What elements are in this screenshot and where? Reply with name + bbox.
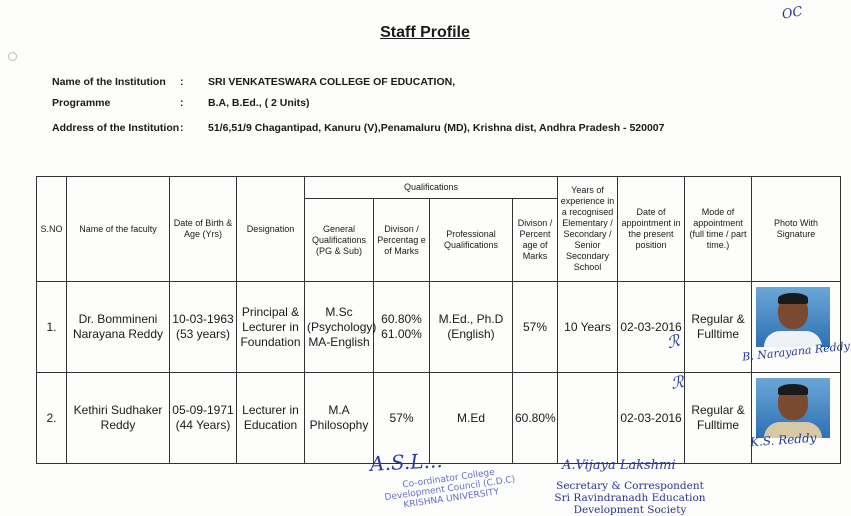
address-value: 51/6,51/9 Chagantipad, Kanuru (V),Penamaluru (MD), Krishna dist, Andhra Pradesh - 520007	[208, 122, 665, 134]
programme-row	[52, 97, 310, 109]
header-photo: Photo With Signature	[752, 177, 841, 282]
society-name-line1: Sri Ravindranadh Education	[554, 492, 706, 504]
cell-general-qualification: M.A Philosophy	[305, 373, 374, 464]
header-dob: Date of Birth & Age (Yrs)	[170, 177, 237, 282]
society-name-line2: Development Society	[573, 504, 687, 516]
cell-appointment-mode	[669, 372, 752, 464]
colon: :	[180, 76, 184, 88]
programme-label: Programme	[52, 97, 111, 109]
cell-appointment-date: 02-03-2016	[618, 282, 685, 373]
programme-value: B.A, B.Ed., ( 2 Units)	[208, 97, 310, 109]
header-professional-qualifications: Professional Qualifications	[430, 199, 513, 282]
cell-sno: 1.	[37, 282, 67, 373]
cell-general-qualification: M.Sc (Psychology) MA-English	[305, 282, 374, 373]
cell-photo	[741, 282, 851, 373]
appointment-mode-text: Regular & Fulltime	[691, 403, 745, 432]
header-qualifications: Qualifications	[305, 177, 558, 199]
colon: :	[180, 122, 184, 134]
address-label: Address of the Institution	[52, 122, 180, 134]
address-row	[52, 122, 664, 134]
header-appointment-date: Date of appointment in the present position	[618, 177, 685, 282]
header-general-qualifications: General Qualifications (PG & Sub)	[305, 199, 374, 282]
table-row	[37, 282, 841, 373]
corner-handwritten-mark: OC	[780, 4, 804, 23]
punch-hole-mark	[8, 52, 17, 61]
institution-name-row	[52, 76, 455, 88]
photo-signature: K.S. Reddy	[749, 430, 817, 450]
handwritten-signature-mark: ℛ	[669, 372, 686, 393]
header-designation: Designation	[237, 177, 305, 282]
cell-designation: Principal & Lecturer in Foundation	[237, 282, 305, 373]
coordinator-signature: A.S.L...	[369, 448, 444, 476]
cell-professional-qualification: M.Ed., Ph.D (English)	[430, 282, 513, 373]
cell-division-2: 57%	[513, 282, 558, 373]
cell-designation: Lecturer in Education	[237, 373, 305, 464]
staff-profile-table	[36, 176, 851, 464]
faculty-photo	[756, 287, 830, 347]
cell-sno: 2.	[37, 373, 67, 464]
header-faculty: Name of the faculty	[67, 177, 170, 282]
cell-division-1: 60.80% 61.00%	[374, 282, 430, 373]
institution-name-value: SRI VENKATESWARA COLLEGE OF EDUCATION,	[208, 76, 456, 88]
appointment-mode-text: Regular & Fulltime	[691, 312, 745, 341]
cell-professional-qualification: M.Ed	[430, 373, 513, 464]
cell-experience: 10 Years	[558, 282, 618, 373]
header-division-2: Divison / Percent age of Marks	[513, 199, 558, 282]
cell-dob: 05-09-1971 (44 Years)	[170, 373, 237, 464]
header-appointment-mode: Mode of appointment (full time / part time.)	[685, 177, 752, 282]
photo-signature: B. Narayana Reddy	[741, 339, 851, 364]
header-division-1: Divison / Percentag e of Marks	[374, 199, 430, 282]
header-experience: Years of experience in a recognised Elementary / Secondary / Senior Secondary School	[558, 177, 618, 282]
secretary-title: Secretary & Correspondent	[556, 480, 704, 492]
cell-dob: 10-03-1963 (53 years)	[170, 282, 237, 373]
secretary-signature: A.Vijaya Lakshmi	[562, 458, 676, 473]
institution-name-label: Name of the Institution	[52, 76, 166, 88]
page-title: Staff Profile	[380, 24, 470, 41]
cell-appointment-date: 02-03-2016	[618, 373, 685, 464]
handwritten-signature-mark: ℛ	[664, 330, 683, 353]
secretary-stamp	[540, 480, 720, 516]
cell-experience	[558, 373, 618, 464]
cell-faculty: Dr. Bommineni Narayana Reddy	[67, 282, 170, 373]
cell-faculty: Kethiri Sudhaker Reddy	[67, 373, 170, 464]
cell-division-2: 60.80%	[513, 373, 558, 464]
header-sno: S.NO	[37, 177, 67, 282]
cell-division-1: 57%	[374, 373, 430, 464]
faculty-photo	[756, 378, 830, 438]
coordinator-stamp: Co-ordinator College Development Council (C.D.C) KRISHNA UNIVERSITY	[384, 467, 516, 511]
cell-photo	[749, 373, 841, 464]
cell-appointment-mode	[664, 282, 752, 373]
colon: :	[180, 97, 184, 109]
